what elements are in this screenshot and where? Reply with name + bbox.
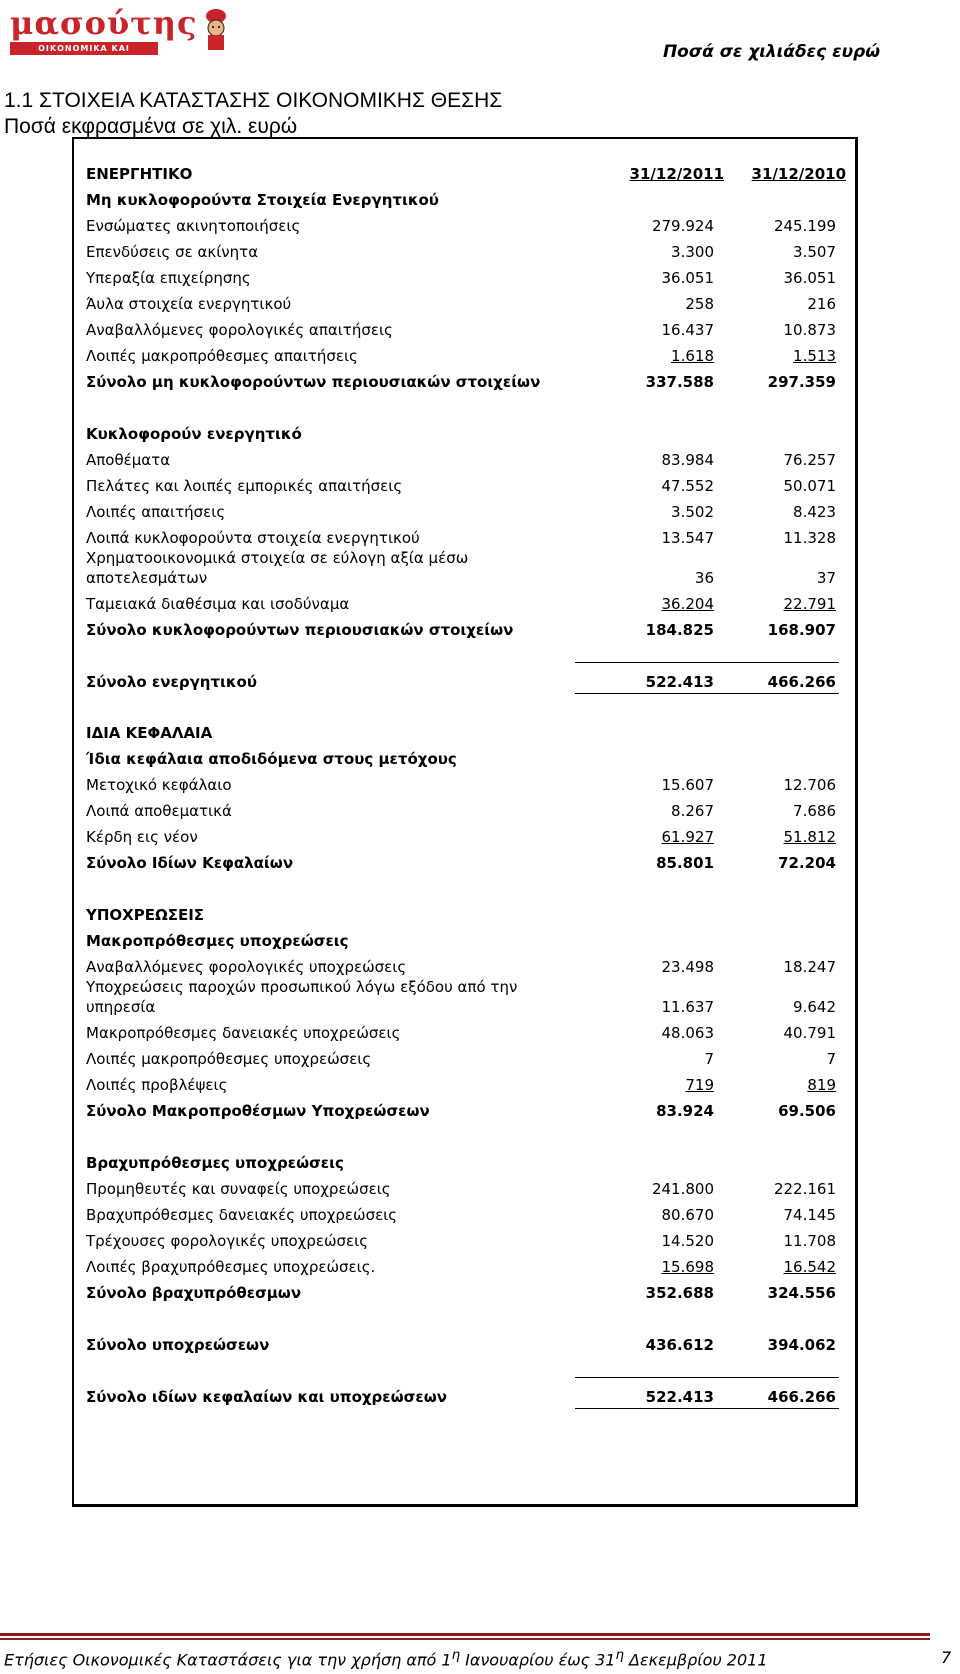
page-number: 7: [941, 1648, 952, 1667]
value-2011: 23.498: [661, 958, 714, 976]
row-label: Σύνολο κυκλοφορούντων περιουσιακών στοιχείων: [86, 621, 514, 639]
value-2010: 37: [816, 569, 836, 587]
value-2010: 168.907: [767, 621, 836, 639]
heading-subtitle: Ποσά εκφρασμένα σε χιλ. ευρώ: [4, 115, 298, 138]
value-2010: 466.266: [767, 1388, 836, 1406]
value-2010: 466.266: [767, 673, 836, 691]
value-2011: 80.670: [661, 1206, 714, 1224]
value-2010: 10.873: [783, 321, 836, 339]
value-2011: 8.267: [671, 802, 714, 820]
value-2010: 12.706: [783, 776, 836, 794]
column-header-2010: 31/12/2010: [751, 165, 846, 183]
row-label: Λοιπά αποθεματικά: [86, 802, 232, 820]
row-label-continued: υπηρεσία: [86, 998, 156, 1016]
value-2011: 3.300: [671, 243, 714, 261]
footer-text-b: Ιανουαρίου έως 31: [460, 1650, 616, 1670]
footer-text-c: Δεκεμβρίου 2011: [623, 1650, 768, 1670]
value-2010: 16.542: [783, 1258, 836, 1276]
value-2010: 51.812: [783, 828, 836, 846]
column-header-2011: 31/12/2011: [629, 165, 724, 183]
value-2010: 3.507: [793, 243, 836, 261]
page-heading: [4, 88, 502, 140]
row-label: Λοιπές απαιτήσεις: [86, 503, 226, 521]
value-2010: 69.506: [778, 1102, 836, 1120]
row-label: Σύνολο υποχρεώσεων: [86, 1336, 270, 1354]
value-2011: 436.612: [645, 1336, 714, 1354]
value-2010: 245.199: [773, 217, 836, 235]
row-label: Μακροπρόθεσμες δανειακές υποχρεώσεις: [86, 1024, 401, 1042]
value-2011: 352.688: [645, 1284, 714, 1302]
value-2011: 184.825: [645, 621, 714, 639]
row-label: Χρηματοοικονομικά στοιχεία σε εύλογη αξία μέσω: [86, 549, 469, 567]
logo-tagline: ΟΙΚΟΝΟΜΙΚΑ ΚΑΙ ΕΛΛΗΝΙΚΑ: [10, 42, 158, 55]
row-label: Λοιπές μακροπρόθεσμες υποχρεώσεις: [86, 1050, 372, 1068]
value-2010: 36.051: [783, 269, 836, 287]
row-label: Λοιπές βραχυπρόθεσμες υποχρεώσεις.: [86, 1258, 376, 1276]
row-label: ΥΠΟΧΡΕΩΣΕΙΣ: [86, 906, 205, 924]
row-label: Σύνολο Μακροπροθέσμων Υποχρεώσεων: [86, 1102, 430, 1120]
row-label: Άυλα στοιχεία ενεργητικού: [86, 295, 292, 313]
company-logo: [10, 4, 228, 66]
value-2010: 216: [807, 295, 836, 313]
row-label: Προμηθευτές και συναφείς υποχρεώσεις: [86, 1180, 391, 1198]
value-2011: 1.618: [671, 347, 714, 365]
row-label: Ίδια κεφάλαια αποδιδόμενα στους μετόχους: [86, 750, 457, 768]
row-label: Μακροπρόθεσμες υποχρεώσεις: [86, 932, 349, 950]
value-2010: 50.071: [783, 477, 836, 495]
value-2011: 241.800: [651, 1180, 714, 1198]
value-2010: 74.145: [783, 1206, 836, 1224]
row-label: Μη κυκλοφορούντα Στοιχεία Ενεργητικού: [86, 191, 439, 209]
total-rule-top: [575, 1377, 839, 1378]
heading-title: 1.1 ΣΤΟΙΧΕΙΑ ΚΑΤΑΣΤΑΣΗΣ ΟΙΚΟΝΟΜΙΚΗΣ ΘΕΣΗΣ: [4, 89, 503, 112]
row-label: Βραχυπρόθεσμες δανειακές υποχρεώσεις: [86, 1206, 398, 1224]
row-label: Σύνολο ενεργητικού: [86, 673, 257, 691]
row-label: Ταμειακά διαθέσιμα και ισοδύναμα: [86, 595, 350, 613]
value-2010: 72.204: [778, 854, 836, 872]
value-2011: 61.927: [661, 828, 714, 846]
total-rule-top: [575, 662, 839, 663]
row-label: Βραχυπρόθεσμες υποχρεώσεις: [86, 1154, 344, 1172]
row-label: Σύνολο ιδίων κεφαλαίων και υποχρεώσεων: [86, 1388, 447, 1406]
row-label: Επενδύσεις σε ακίνητα: [86, 243, 259, 261]
value-2011: 7: [704, 1050, 714, 1068]
logo-wordmark: μασούτης: [10, 4, 198, 42]
value-2010: 11.328: [783, 529, 836, 547]
row-label: ΙΔΙΑ ΚΕΦΑΛΑΙΑ: [86, 724, 213, 742]
value-2011: 83.984: [661, 451, 714, 469]
value-2011: 337.588: [645, 373, 714, 391]
row-label: Τρέχουσες φορολογικές υποχρεώσεις: [86, 1232, 369, 1250]
total-rule-bottom: [575, 1408, 839, 1409]
value-2011: 36.204: [661, 595, 714, 613]
row-label: Αναβαλλόμενες φορολογικές απαιτήσεις: [86, 321, 393, 339]
value-2010: 76.257: [783, 451, 836, 469]
value-2010: 8.423: [793, 503, 836, 521]
row-label: Κέρδη εις νέον: [86, 828, 198, 846]
footer-rule-thin: [0, 1638, 930, 1640]
footer-text: [4, 1648, 768, 1669]
row-label: Σύνολο Ιδίων Κεφαλαίων: [86, 854, 294, 872]
value-2011: 11.637: [661, 998, 714, 1016]
section-title-assets: ΕΝΕΡΓΗΤΙΚΟ: [86, 165, 193, 183]
footer-sup-b: η: [615, 1648, 624, 1663]
value-2011: 48.063: [661, 1024, 714, 1042]
value-2010: 297.359: [767, 373, 836, 391]
footer-sup-a: η: [451, 1648, 461, 1663]
row-label: Πελάτες και λοιπές εμπορικές απαιτήσεις: [86, 477, 403, 495]
value-2011: 36.051: [661, 269, 714, 287]
value-2011: 85.801: [656, 854, 714, 872]
value-2011: 14.520: [661, 1232, 714, 1250]
value-2011: 522.413: [645, 673, 714, 691]
value-2010: 1.513: [793, 347, 836, 365]
value-2011: 3.502: [671, 503, 714, 521]
row-label: Κυκλοφορούν ενεργητικό: [86, 425, 302, 443]
row-label: Λοιπές μακροπρόθεσμες απαιτήσεις: [86, 347, 358, 365]
value-2011: 47.552: [661, 477, 714, 495]
value-2010: 324.556: [767, 1284, 836, 1302]
value-2011: 16.437: [661, 321, 714, 339]
row-label: Αποθέματα: [86, 451, 171, 469]
value-2011: 83.924: [656, 1102, 714, 1120]
value-2011: 15.698: [661, 1258, 714, 1276]
row-label: Υπεραξία επιχείρησης: [86, 269, 251, 287]
footer-text-a: Ετήσιες Οικονομικές Καταστάσεις για την χρήση από 1: [4, 1650, 452, 1670]
value-2010: 819: [807, 1076, 836, 1094]
value-2011: 13.547: [661, 529, 714, 547]
chef-mascot-icon: [200, 8, 230, 52]
value-2010: 7.686: [793, 802, 836, 820]
row-label: Μετοχικό κεφάλαιο: [86, 776, 232, 794]
row-label: Λοιπές προβλέψεις: [86, 1076, 228, 1094]
row-label: Λοιπά κυκλοφορούντα στοιχεία ενεργητικού: [86, 529, 420, 547]
row-label: Σύνολο βραχυπρόθεσμων: [86, 1284, 302, 1302]
row-label: Αναβαλλόμενες φορολογικές υποχρεώσεις: [86, 958, 407, 976]
value-2011: 522.413: [645, 1388, 714, 1406]
value-2010: 40.791: [783, 1024, 836, 1042]
value-2010: 9.642: [793, 998, 836, 1016]
value-2010: 222.161: [773, 1180, 836, 1198]
row-label: Σύνολο μη κυκλοφορούντων περιουσιακών στοιχείων: [86, 373, 541, 391]
total-rule-bottom: [575, 693, 839, 694]
value-2011: 258: [685, 295, 714, 313]
value-2011: 15.607: [661, 776, 714, 794]
value-2011: 719: [685, 1076, 714, 1094]
value-2011: 279.924: [651, 217, 714, 235]
value-2010: 394.062: [767, 1336, 836, 1354]
value-2010: 7: [826, 1050, 836, 1068]
value-2010: 22.791: [783, 595, 836, 613]
value-2010: 11.708: [783, 1232, 836, 1250]
row-label: Υποχρεώσεις παροχών προσωπικού λόγω εξόδου από την: [86, 978, 518, 996]
value-2010: 18.247: [783, 958, 836, 976]
amounts-note: Ποσά σε χιλιάδες ευρώ: [662, 42, 880, 62]
row-label-continued: αποτελεσμάτων: [86, 569, 208, 587]
value-2011: 36: [694, 569, 714, 587]
row-label: Ενσώματες ακινητοποιήσεις: [86, 217, 301, 235]
footer-rule: [0, 1633, 930, 1636]
